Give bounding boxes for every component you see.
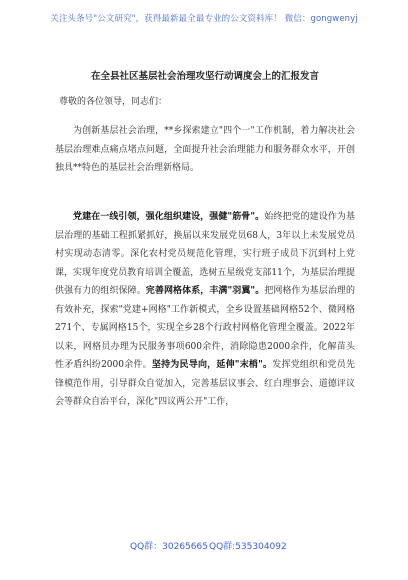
- text-grid-system: 把网格作为基层治理的有效补充，探索"党建+网格"工作新模式，全乡设置基础网格52个、微网格271个、专属网格15个，实现全乡28个行政村网格化管理全覆盖。2022年以来，网格员办理为民服务事项600余件，消除隐患2000余件，化解苗头性矛盾纠纷2000余件。: [55, 286, 355, 370]
- qq-group-2: QQ群:535304092: [209, 542, 287, 552]
- heading-party-building: 党建在一线引领，强化组织建设，强健"筋骨"。: [73, 212, 265, 222]
- qq-group-1: QQ群：30265665: [130, 542, 208, 552]
- text-people-oriented: 发挥党组织和党员先锋模范作用，引导群众自觉加入，完善基层议事会、红白理事会、道德评议会等群众自治平台，深化"四议两公开"工作，: [55, 360, 355, 407]
- text-party-building: 始终把党的建设作为基层治理的基础工程抓紧抓好，换届以来发展党员68人，3年以上未发展党员村实现动态清零。深化农村党员规范化管理，实行班子成员下沉到村上党课，实现年度党员教育培训全覆盖，选树五星级党支部11个，为基层治理提供强有力的组织保障。: [55, 212, 355, 296]
- header-banner: 关注头条号"公文研究"，获得最新最全最专业的公文资料库！ 微信：gongwenyj: [50, 14, 358, 24]
- paragraph-intro: 为创新基层社会治理，**乡探索建立"四个一"工作机制，着力解决社会基层治理难点痛点堵点问题，全面提升社会治理能力和服务群众水平，开创独具**特色的基层社会治理新格局。: [55, 126, 355, 173]
- heading-people-oriented: 坚持为民导向，延伸"末梢"。: [151, 360, 273, 370]
- heading-grid-system: 完善网格体系，丰满"羽翼"。: [145, 286, 265, 296]
- salutation: 尊敬的各位领导，同志们：: [59, 97, 168, 107]
- paragraph-party-building: [55, 208, 355, 412]
- document-title: 在全县社区基层社会治理攻坚行动调度会上的汇报发言: [90, 71, 319, 82]
